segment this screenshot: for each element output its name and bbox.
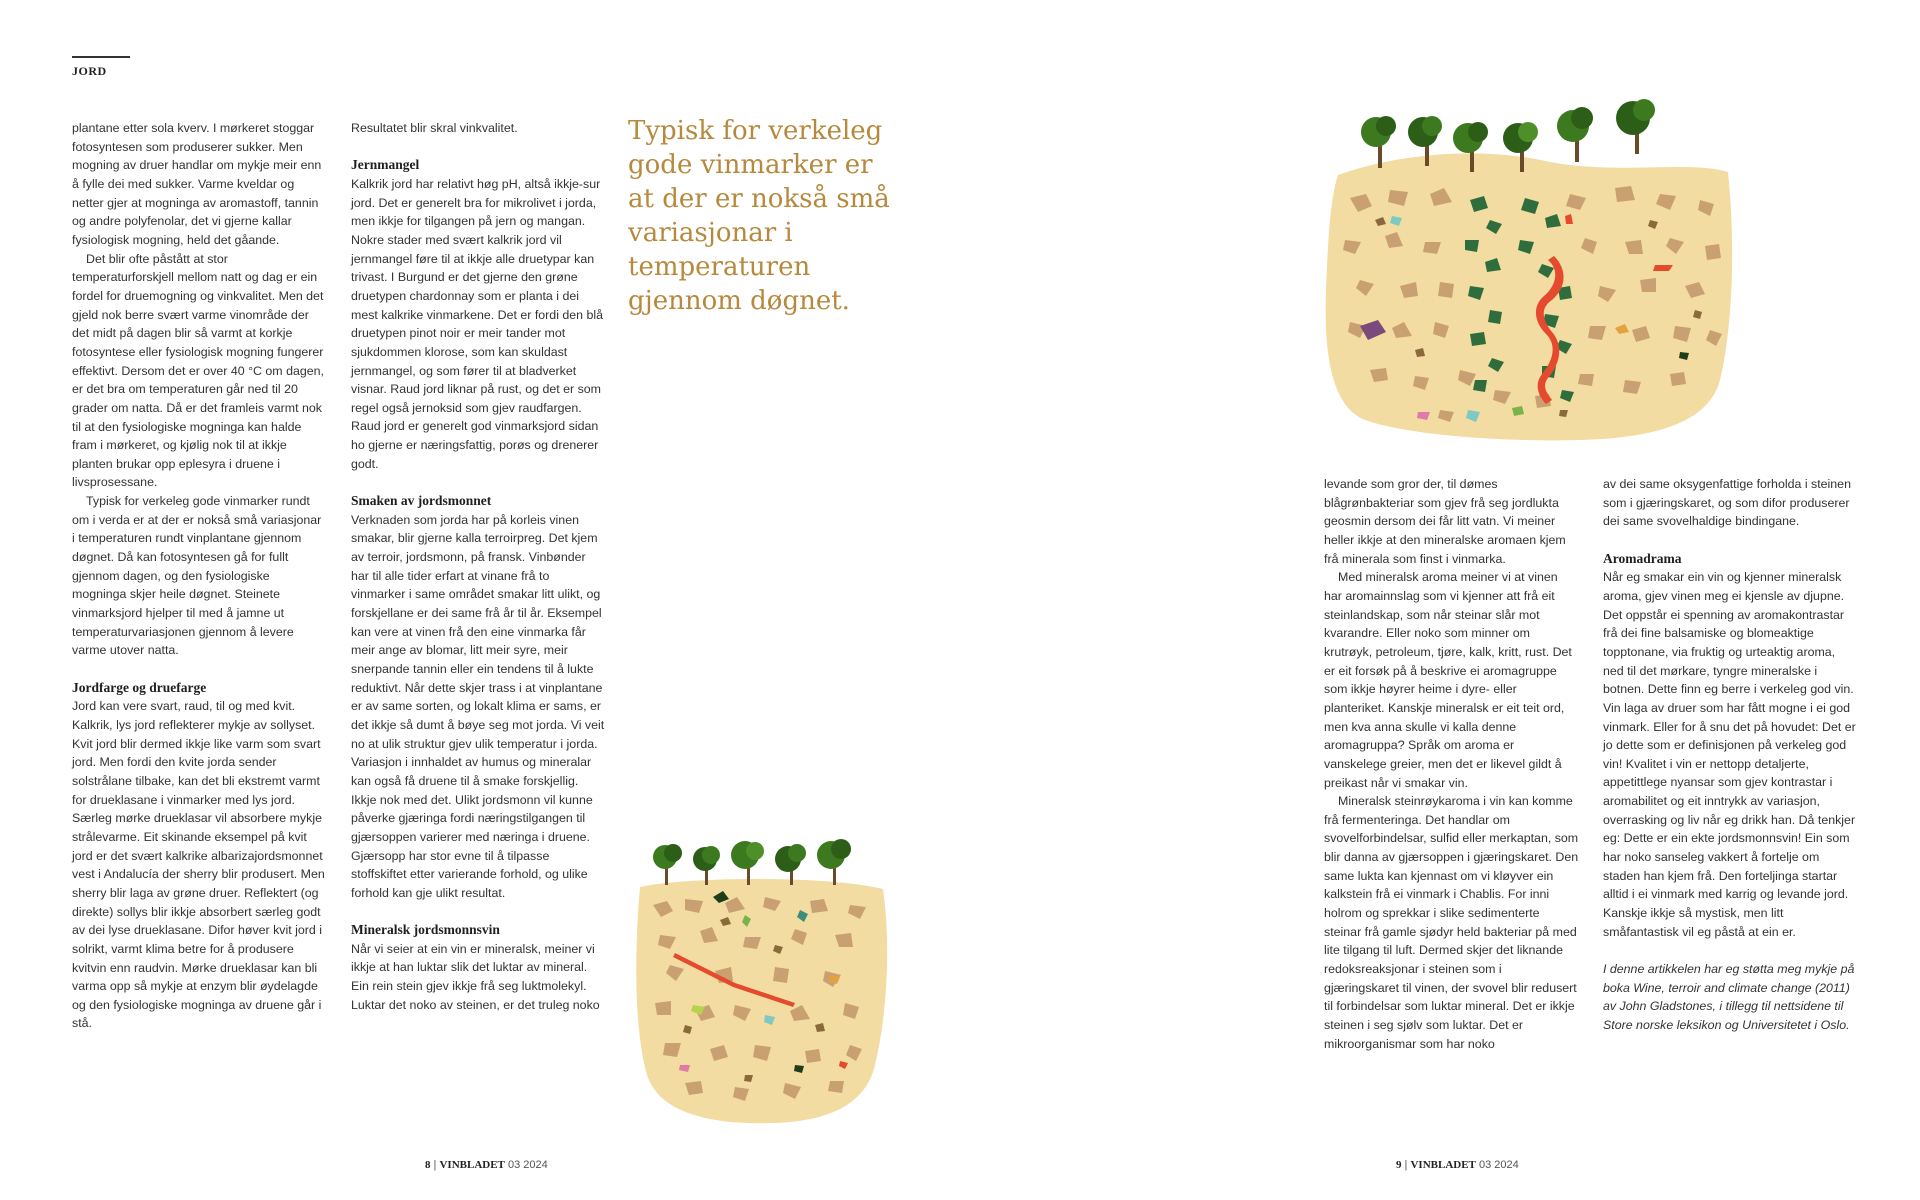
paragraph: av dei same oksygenfattige forholda i steinen som i gjæringskaret, og som difor produserer dei same svovelhaldige bindingane.: [1603, 477, 1851, 529]
paragraph: levande som gror der, til dømes blågrønbakteriar som gjev frå seg jordlukta geosmin dersom dei får litt vatn. Vi meiner heller ikkje at den mineralske aromaen kjem frå minerala som finst i vinmarka.: [1324, 477, 1566, 566]
paragraph: Verknaden som jorda har på korleis vinen smakar, blir gjerne kalla terroirpreg. Det kjem av terroir, jordsmonn, på fransk. Vinbønder har til alle tider erfart at vinane frå to vinmarker i same området smakar litt ulikt, og forskjellane er dei same frå år til år. Eksempel kan vere at vinen frå den eine vinmarka får meir ange av blomar, litt meir syre, meir snerpande tannin eller ein tendens til å lukte reduktivt. Når dette skjer trass i at vinplantane er av same sorten, og lokalt klima er sams, er det ikkje så dumt å bøye seg mot jorda. Vi veit no at ulik struktur gjev ulik temperatur i jorda. Variasjon i innhaldet av humus og mineralar kan også få druene til å smake forskjellig. Ikkje nok med det. Ulikt jordsmonn vil kunne påverke gjæringa fordi næringstilgangen til gjærsoppen varierer med næringa i druene. Gjærsopp har stor evne til å tilpasse stoffskiftet etter varierande forhold, og ulike forhold kan gje ulikt resultat.: [351, 512, 605, 900]
subheading-jernmangel: Jernmangel: [351, 157, 420, 173]
issue-label: 03 2024: [507, 1159, 548, 1171]
paragraph: Mineralsk steinrøykaroma i vin kan komme frå fermenteringa. Det handlar om svovelforbindelsar, sulfid eller merkaptan, som blir danna av gjærsoppen i gjæringskaret. Den same lukta kan kjennast om vi kløyver ein kalkstein frå ei vinmark i Chablis. For inni holrom og sprekkar i slike sedimenterte steinar frå gamle sjødyr held bakteriar på med lite tilgang til luft. Dermed skjer det liknande redoksreaksjonar i steinen som i gjæringskaret til vinen, der svovel blir redusert til forbindelsar som luktar mineral. Det er ikkje steinen i seg sjølv som luktar. Det er mikroorganismar som har noko: [1324, 794, 1579, 1051]
paragraph: Typisk for verkeleg gode vinmarker rundt om i verda er at der er nokså små variasjonar i temperaturen rundt vinplantane gjennom døgnet. Då kan fotosyntesen gå for fullt gjennom dagen, og den fysiologiske mogninga skjer heile døgnet. Steinete vinmarksjord hjelper til med å jamne ut temperaturvariasjonen gjennom å levere varme utover natta.: [72, 494, 322, 658]
subheading-jordfarge: Jordfarge og druefarge: [72, 679, 207, 695]
paragraph: Med mineralsk aroma meiner vi at vinen har aromainnslag som vi kjenner att frå eit steinlandskap, som når steinar slår mot kvarandre. Eller noko som minner om krutrøyk, petroleum, tjøre, kalk, kritt, rust. Det er eit forsøk på å beskrive ei aromagruppe som ikkje høyrer heime i dyre- eller planteriket. Kanskje mineralsk er eit teit ord, men kva anna skulle vi kalla denne aromagruppa? Språk om aroma er vanskelege greier, men det er likevel gildt å preikast når vi smakar vin.: [1324, 570, 1572, 790]
subheading-mineralsk: Mineralsk jordsmonnsvin: [351, 922, 500, 938]
paragraph: Kalkrik jord har relativt høg pH, altså ikkje-sur jord. Det er generelt bra for mikrolivet i jorda, men ikkje for tilgangen på jern og mangan. Nokre stader med svært kalkrik jord vil jernmangel føre til at ikkje alle druetypar kan trivast. I Burgund er det gjerne den grøne druetypen chardonnay som er planta i dei mest kalkrike vinmarkene. Det er fordi den blå druetypen pinot noir er meir tander mot sjukdommen klorose, som kan skuldast jernmangel, og som fører til at bladverket visnar. Raud jord liknar på rust, og det er som regel også jernoksid som gjev raudfargen. Raud jord er generelt god vinmarksjord sidan ho gjerne er næringsfattig, porøs og drenerer godt.: [351, 176, 604, 471]
article-column-4: [1603, 475, 1858, 1035]
article-column-3: [1324, 475, 1579, 1053]
article-column-2: [351, 119, 606, 1014]
paragraph: Det blir ofte påstått at stor temperaturforskjell mellom natt og dag er ein fordel for druemogning og vinkvalitet. Men det gjeld nok berre svært varme vinområde der det midt på dagen blir så varmt at korkje fotosyntese eller fysiologisk mogning fungerer effektivt. Dersom det er over 40 °C om dagen, er det bra om temperaturen går ned til 20 grader om natta. Då er det framleis varmt nok til at den fysiologiske mogninga kan halde fram i mørkeret, og kjølig nok til at ikkje planten brukar opp eplesyra i druene i livsprosessane.: [72, 251, 324, 490]
pull-quote: Typisk for verkeleg gode vinmarker er at der er nokså små variasjonar i temperaturen gjennom døgnet.: [628, 116, 890, 316]
subheading-aromadrama: Aromadrama: [1603, 550, 1682, 566]
article-column-1: [72, 119, 327, 1033]
section-rule: [72, 56, 130, 58]
magazine-name: VINBLADET: [1410, 1159, 1476, 1171]
paragraph: Jord kan vere svart, raud, til og med kvit. Kalkrik, lys jord reflekterer mykje av sollyset. Kvit jord blir dermed ikkje like varm som svart jord. Men fordi den kvite jorda sender solstrålane tilbake, kan det bli ekstremt varmt for drueklasane i vinmarker med lys jord. Særleg mørke drueklasar vil absorbere mykje strålevarme. Eit skinande eksempel på kvit jord er det svært kalkrike albarizajordsmonnet vest i Andalucía der sherry blir produsert. Men sherry blir laga av grøne druer. Reflektert (og direkte) sollys blir ikkje absorbert særleg godt av dei lyse drueklasane. Difor høver kvit jord i solrikt, varmt klima betre for å produsere kvitvin enn raudvin. Mørke drueklasar kan bli varma opp så mykje at enzym blir øydelagde og den fysiologiske mogninga av druene går i stå.: [72, 699, 325, 1031]
page-number: 8: [425, 1159, 431, 1171]
paragraph: plantane etter sola kverv. I mørkeret stoggar fotosyntesen som produserer sukker. Men mogning av druer handlar om mykje meir enn å fylle dei med sukker. Varme kveldar og netter gjer at mogninga av aromastoff, tannin og andre polyfenolar, det vi gjerne kallar fysiologisk mogning, held det gåande.: [72, 121, 322, 247]
magazine-name: VINBLADET: [439, 1159, 505, 1171]
soil-illustration-large: [1320, 90, 1740, 445]
paragraph: Resultatet blir skral vinkvalitet.: [351, 121, 518, 135]
section-label: JORD: [72, 64, 107, 78]
paragraph: Når eg smakar ein vin og kjenner mineralsk aroma, gjev vinen meg ei kjensle av djupne. Det oppstår ei spenning av aromakontrastar frå dei fine balsamiske og blomeaktige topptonane, via fruktig og urteaktig aroma, ned til det mørkare, tyngre mineralske i botnen. Dette finn eg berre i verkeleg god vin. Vin laga av druer som har fått mogne i ei god vinmark. Eller for å snu det på hovudet: Det er jo dette som er definisjonen på verkeleg god vin! Kvalitet i vin er nettopp detaljerte, appetittlege nyansar som gjev kontrastar i aromabilitet og eit inntrykk av variasjon, overrasking og liv når eg drikk han. Då tenkjer eg: Dette er ein ekte jordsmonnsvin! Ein som har noko sanseleg vakkert å fortelje om staden han kjem frå. Den forteljinga startar alltid i ei vinmark med karrig og levande jord. Kanskje ikkje så mystisk, men litt småfantastisk vil eg påstå at ein er.: [1603, 570, 1856, 939]
paragraph: Når vi seier at ein vin er mineralsk, meiner vi ikkje at han luktar slik det luktar av mineral. Ein rein stein gjev ikkje frå seg luktmolekyl. Luktar det noko av steinen, er det truleg noko: [351, 941, 600, 1012]
soil-illustration-small: [625, 825, 895, 1125]
source-note: I denne artikkelen har eg støtta meg mykje på boka Wine, terroir and climate change (2011) av John Gladstones, i tillegg til nettsidene til Store norske leksikon og Universitetet i Oslo.: [1603, 962, 1855, 1032]
subheading-smaken: Smaken av jordsmonnet: [351, 493, 492, 509]
page-number: 9: [1396, 1159, 1402, 1171]
folio-right: 9 | VINBLADET 03 2024: [1396, 1159, 1519, 1171]
folio-left: 8 | VINBLADET 03 2024: [425, 1159, 548, 1171]
issue-label: 03 2024: [1478, 1159, 1519, 1171]
